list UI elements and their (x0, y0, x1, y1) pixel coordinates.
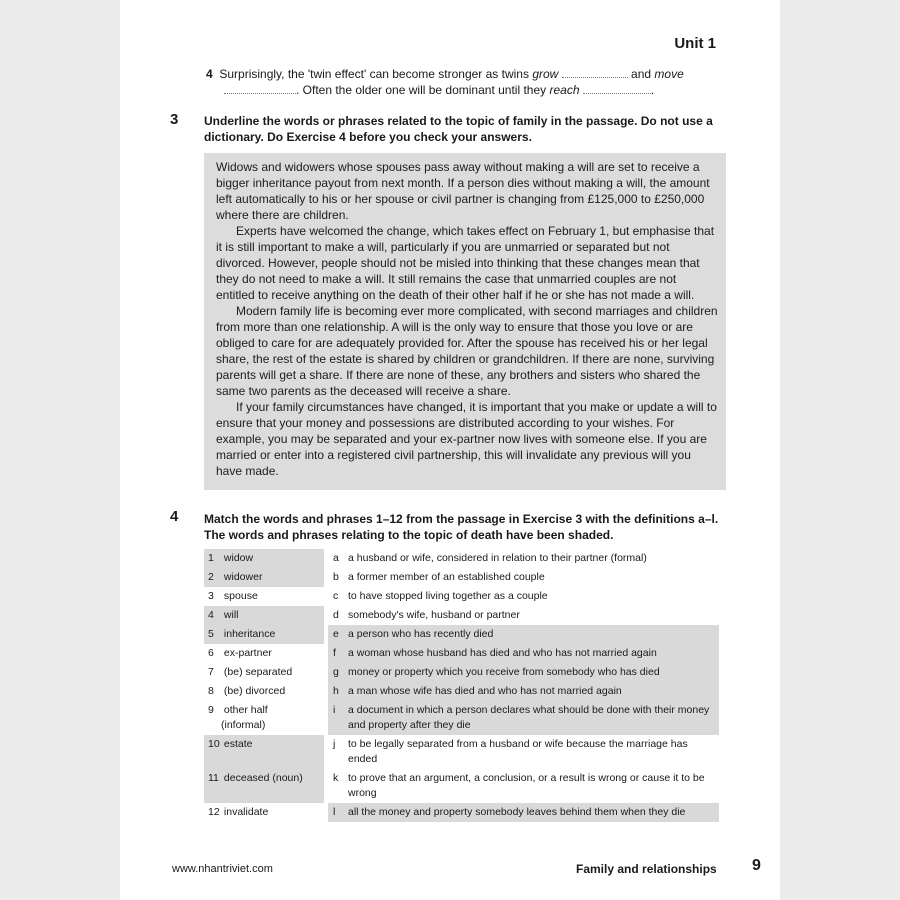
item-text: Surprisingly, the 'twin effect' can become stronger as twins (219, 67, 529, 81)
term-text: deceased (noun) (223, 772, 303, 784)
term-cell (204, 644, 324, 663)
item-text: . Often the older one will be dominant until they (296, 83, 547, 97)
definition-text: all the money and property somebody leaves behind them when they die (348, 806, 686, 818)
definition-letter: i (333, 704, 336, 716)
definition-cell (328, 568, 719, 587)
table-row (204, 587, 719, 606)
definition-text: a document in which a person declares what should be done with their money and property after they die (348, 704, 710, 731)
definition-text: a man whose wife has died and who has not married again (348, 685, 622, 697)
term-number: 1 (208, 552, 214, 564)
unit-label: Unit 1 (674, 35, 716, 52)
term-number: 7 (208, 666, 214, 678)
definition-letter: b (333, 571, 339, 583)
definition-letter: a (333, 552, 339, 564)
definition-cell (328, 769, 719, 803)
definition-cell (328, 549, 719, 568)
term-number: 9 (208, 704, 214, 716)
definition-letter: j (333, 738, 336, 750)
definition-cell (328, 644, 719, 663)
term-cell (204, 663, 324, 682)
page-number: 9 (752, 857, 761, 874)
keyword-reach: reach (549, 83, 580, 97)
definition-text: a woman whose husband has died and who has not married again (348, 647, 657, 659)
keyword-move: move (654, 67, 684, 81)
table-row (204, 769, 719, 803)
term-cell (204, 587, 324, 606)
term-text: invalidate (223, 806, 269, 818)
definition-text: to be legally separated from a husband or wife because the marriage has ended (348, 738, 688, 765)
definition-cell (328, 625, 719, 644)
item-number: 4 (206, 67, 213, 81)
textbook-page (120, 0, 780, 900)
answer-blank (224, 84, 296, 94)
exercise3-instruction: Underline the words or phrases related to the topic of family in the passage. Do not use a dictionary. Do Exercise 4 before you check your answers. (204, 114, 713, 144)
term-number: 11 (208, 772, 219, 784)
passage-paragraph: If your family circumstances have changed, it is important that you make or update a will to ensure that your money and possessions are distributed according to your wishes. For example, you may be separated and your ex-partner now lives with someone else. If you are married or enter into a registered civil partnership, this will invalidate any previous will you have made. (216, 400, 717, 478)
definition-letter: c (333, 590, 339, 602)
exercise4-number: 4 (170, 508, 179, 525)
term-text: widow (223, 552, 254, 564)
exercise3-number: 3 (170, 111, 179, 128)
table-row (204, 803, 719, 822)
definition-cell (328, 701, 719, 735)
definition-letter: f (333, 647, 336, 659)
definition-text: a former member of an established couple (348, 571, 545, 583)
term-number: 5 (208, 628, 214, 640)
definition-cell (328, 587, 719, 606)
term-text: other half (223, 704, 268, 716)
term-text: will (223, 609, 239, 621)
definition-text: somebody's wife, husband or partner (348, 609, 520, 621)
term-number: 3 (208, 590, 214, 602)
term-text: widower (223, 571, 263, 583)
term-number: 6 (208, 647, 214, 659)
definition-text: a person who has recently died (348, 628, 494, 640)
table-row (204, 606, 719, 625)
term-text: inheritance (223, 628, 276, 640)
term-cell (204, 769, 324, 803)
term-text: (be) divorced (223, 685, 286, 697)
passage-paragraph: Widows and widowers whose spouses pass away without making a will are set to receive a bigger inheritance payout from next month. If a person dies without making a will, the amount left automatically to his or her spouse or civil partner is changing from £125,000 to £250,000 where there are children. (216, 160, 710, 222)
reading-passage (204, 153, 726, 490)
term-number: 10 (208, 738, 220, 750)
matching-table (204, 549, 719, 822)
footer-website: www.nhantriviet.com (172, 863, 273, 875)
term-text: ex-partner (223, 647, 272, 659)
term-cell (204, 682, 324, 701)
term-cell (204, 625, 324, 644)
definition-cell (328, 682, 719, 701)
passage-paragraph: Modern family life is becoming ever more complicated, with second marriages and children from more than one relationship. A will is the only way to ensure that those you love or are obliged to care for are adequately provided for. After the spouse has received his or her legal share, the rest of the estate is shared by children or grandchildren. If there are none, surviving parents will get a share. If there are none of these, any brothers and sisters who shared the same two parents as the deceased will receive a share. (216, 304, 718, 398)
term-number: 8 (208, 685, 214, 697)
definition-letter: k (333, 772, 339, 784)
table-row (204, 701, 719, 735)
term-text: spouse (223, 590, 258, 602)
term-note: (informal) (221, 719, 266, 731)
definition-letter: e (333, 628, 339, 640)
table-row (204, 682, 719, 701)
answer-blank (583, 84, 651, 94)
definition-text: money or property which you receive from somebody who has died (348, 666, 660, 678)
table-row (204, 735, 719, 769)
term-cell (204, 803, 324, 822)
definition-text: a husband or wife, considered in relation to their partner (formal) (348, 552, 647, 564)
term-cell (204, 606, 324, 625)
item-text-and: and (631, 67, 652, 81)
item-text-end: . (650, 83, 655, 97)
term-text: (be) separated (223, 666, 293, 678)
table-row (204, 663, 719, 682)
definition-letter: l (333, 806, 336, 818)
term-cell (204, 735, 324, 769)
definition-cell (328, 663, 719, 682)
definition-cell (328, 735, 719, 769)
term-cell (204, 549, 324, 568)
definition-cell (328, 803, 719, 822)
term-number: 12 (208, 806, 220, 818)
term-number: 2 (208, 571, 214, 583)
exercise4-instruction: Match the words and phrases 1–12 from the passage in Exercise 3 with the definitions a–l. The words and phrases relating to the topic of death have been shaded. (204, 512, 719, 542)
term-cell (204, 568, 324, 587)
table-row (204, 625, 719, 644)
keyword-grow: grow (532, 67, 559, 81)
table-row (204, 568, 719, 587)
exercise2-item4-line1 (206, 66, 684, 82)
definition-letter: g (333, 666, 339, 678)
definition-letter: h (333, 685, 339, 697)
definition-letter: d (333, 609, 339, 621)
definition-cell (328, 606, 719, 625)
definition-text: to prove that an argument, a conclusion, or a result is wrong or cause it to be wrong (348, 772, 705, 799)
term-number: 4 (208, 609, 214, 621)
passage-paragraph: Experts have welcomed the change, which takes effect on February 1, but emphasise that it is still important to make a will, particularly if you are unmarried or separated but not divorced. However, people should not be misled into thinking that these changes mean that they do not need to make a will. It still remains the case that unmarried couples are not entitled to receive anything on the death of their other half if he or she has not made a will. (216, 224, 715, 302)
exercise2-item4-line2 (224, 82, 654, 98)
definition-text: to have stopped living together as a couple (348, 590, 548, 602)
table-row (204, 549, 719, 568)
footer-section-title: Family and relationships (576, 862, 717, 876)
term-text: estate (223, 738, 253, 750)
term-cell (204, 701, 324, 735)
answer-blank (562, 68, 628, 78)
table-row (204, 644, 719, 663)
